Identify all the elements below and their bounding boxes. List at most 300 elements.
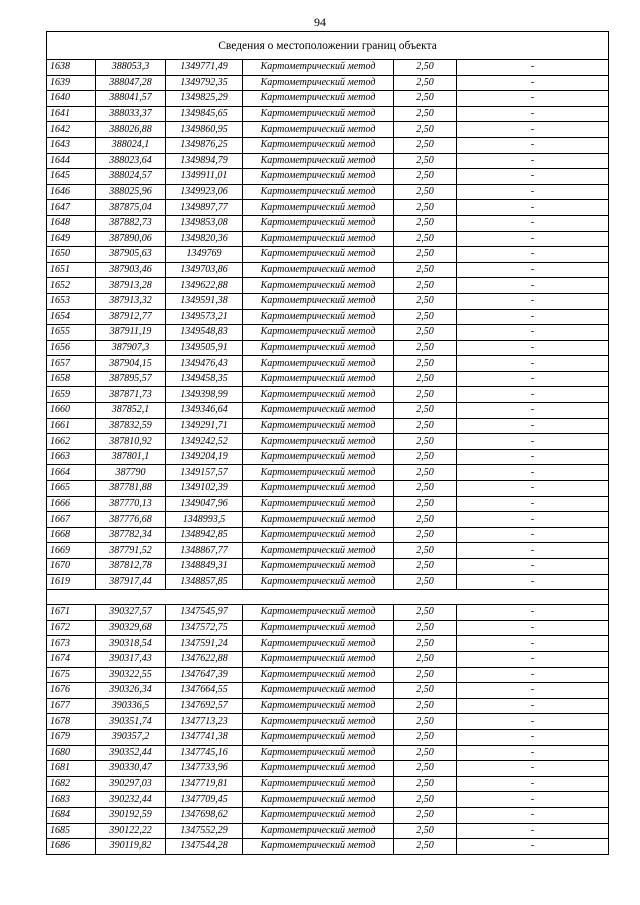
table-row (47, 169, 609, 185)
table-row (47, 60, 609, 76)
x-coordinate-cell: 388024,57 (96, 169, 166, 185)
method-cell: Картометрический метод (243, 465, 394, 481)
description-cell: - (457, 823, 609, 839)
description-cell: - (457, 761, 609, 777)
title-row (47, 32, 609, 60)
table-row (47, 184, 609, 200)
accuracy-cell: 2,50 (394, 262, 457, 278)
point-number-cell: 1644 (47, 153, 96, 169)
x-coordinate-cell: 387903,46 (96, 262, 166, 278)
description-cell: - (457, 620, 609, 636)
method-cell: Картометрический метод (243, 371, 394, 387)
x-coordinate-cell: 388025,96 (96, 184, 166, 200)
description-cell: - (457, 527, 609, 543)
x-coordinate-cell: 390192,59 (96, 807, 166, 823)
accuracy-cell: 2,50 (394, 667, 457, 683)
y-coordinate-cell: 1347664,55 (166, 683, 243, 699)
method-cell: Картометрический метод (243, 153, 394, 169)
table-row (47, 371, 609, 387)
table-row (47, 527, 609, 543)
point-number-cell: 1643 (47, 137, 96, 153)
accuracy-cell: 2,50 (394, 651, 457, 667)
description-cell: - (457, 512, 609, 528)
x-coordinate-cell: 387776,68 (96, 512, 166, 528)
y-coordinate-cell: 1347745,16 (166, 745, 243, 761)
accuracy-cell: 2,50 (394, 574, 457, 590)
point-number-cell: 1686 (47, 839, 96, 855)
x-coordinate-cell: 387890,06 (96, 231, 166, 247)
y-coordinate-cell: 1349573,21 (166, 309, 243, 325)
method-cell: Картометрический метод (243, 184, 394, 200)
y-coordinate-cell: 1349102,39 (166, 481, 243, 497)
y-coordinate-cell: 1349911,01 (166, 169, 243, 185)
y-coordinate-cell: 1349157,57 (166, 465, 243, 481)
description-cell: - (457, 293, 609, 309)
y-coordinate-cell: 1349591,38 (166, 293, 243, 309)
table-row (47, 122, 609, 138)
description-cell: - (457, 776, 609, 792)
accuracy-cell: 2,50 (394, 729, 457, 745)
description-cell: - (457, 262, 609, 278)
table-row (47, 714, 609, 730)
x-coordinate-cell: 388047,28 (96, 75, 166, 91)
table-row (47, 325, 609, 341)
accuracy-cell: 2,50 (394, 512, 457, 528)
point-number-cell: 1676 (47, 683, 96, 699)
table-row (47, 605, 609, 621)
accuracy-cell: 2,50 (394, 776, 457, 792)
table-row (47, 153, 609, 169)
x-coordinate-cell: 390119,82 (96, 839, 166, 855)
accuracy-cell: 2,50 (394, 465, 457, 481)
table-row (47, 761, 609, 777)
description-cell: - (457, 605, 609, 621)
description-cell: - (457, 309, 609, 325)
method-cell: Картометрический метод (243, 356, 394, 372)
method-cell: Картометрический метод (243, 543, 394, 559)
method-cell: Картометрический метод (243, 200, 394, 216)
accuracy-cell: 2,50 (394, 309, 457, 325)
description-cell: - (457, 559, 609, 575)
method-cell: Картометрический метод (243, 60, 394, 76)
method-cell: Картометрический метод (243, 449, 394, 465)
method-cell: Картометрический метод (243, 605, 394, 621)
description-cell: - (457, 729, 609, 745)
y-coordinate-cell: 1347544,28 (166, 839, 243, 855)
table-row (47, 293, 609, 309)
y-coordinate-cell: 1348867,77 (166, 543, 243, 559)
description-cell: - (457, 340, 609, 356)
method-cell: Картометрический метод (243, 807, 394, 823)
description-cell: - (457, 106, 609, 122)
point-number-cell: 1684 (47, 807, 96, 823)
x-coordinate-cell: 387882,73 (96, 215, 166, 231)
y-coordinate-cell: 1347741,38 (166, 729, 243, 745)
y-coordinate-cell: 1347545,97 (166, 605, 243, 621)
accuracy-cell: 2,50 (394, 356, 457, 372)
method-cell: Картометрический метод (243, 776, 394, 792)
x-coordinate-cell: 387871,73 (96, 387, 166, 403)
method-cell: Картометрический метод (243, 169, 394, 185)
method-cell: Картометрический метод (243, 91, 394, 107)
method-cell: Картометрический метод (243, 512, 394, 528)
y-coordinate-cell: 1347719,81 (166, 776, 243, 792)
x-coordinate-cell: 390326,34 (96, 683, 166, 699)
description-cell: - (457, 543, 609, 559)
method-cell: Картометрический метод (243, 620, 394, 636)
x-coordinate-cell: 387904,15 (96, 356, 166, 372)
y-coordinate-cell: 1349476,43 (166, 356, 243, 372)
point-number-cell: 1658 (47, 371, 96, 387)
x-coordinate-cell: 387791,52 (96, 543, 166, 559)
table-row (47, 792, 609, 808)
x-coordinate-cell: 388053,3 (96, 60, 166, 76)
x-coordinate-cell: 387905,63 (96, 247, 166, 263)
point-number-cell: 1639 (47, 75, 96, 91)
description-cell: - (457, 745, 609, 761)
x-coordinate-cell: 387875,04 (96, 200, 166, 216)
description-cell: - (457, 714, 609, 730)
y-coordinate-cell: 1349458,35 (166, 371, 243, 387)
x-coordinate-cell: 387912,77 (96, 309, 166, 325)
description-cell: - (457, 418, 609, 434)
accuracy-cell: 2,50 (394, 169, 457, 185)
point-number-cell: 1665 (47, 481, 96, 497)
x-coordinate-cell: 388023,64 (96, 153, 166, 169)
point-number-cell: 1673 (47, 636, 96, 652)
accuracy-cell: 2,50 (394, 215, 457, 231)
x-coordinate-cell: 387911,19 (96, 325, 166, 341)
accuracy-cell: 2,50 (394, 745, 457, 761)
y-coordinate-cell: 1347647,39 (166, 667, 243, 683)
description-cell: - (457, 184, 609, 200)
y-coordinate-cell: 1349771,49 (166, 60, 243, 76)
point-number-cell: 1678 (47, 714, 96, 730)
x-coordinate-cell: 390318,54 (96, 636, 166, 652)
y-coordinate-cell: 1349548,83 (166, 325, 243, 341)
table-row (47, 137, 609, 153)
method-cell: Картометрический метод (243, 559, 394, 575)
x-coordinate-cell: 388041,57 (96, 91, 166, 107)
method-cell: Картометрический метод (243, 434, 394, 450)
y-coordinate-cell: 1349047,96 (166, 496, 243, 512)
accuracy-cell: 2,50 (394, 792, 457, 808)
description-cell: - (457, 137, 609, 153)
method-cell: Картометрический метод (243, 481, 394, 497)
point-number-cell: 1685 (47, 823, 96, 839)
method-cell: Картометрический метод (243, 403, 394, 419)
y-coordinate-cell: 1349291,71 (166, 418, 243, 434)
table-row (47, 729, 609, 745)
table-row (47, 356, 609, 372)
accuracy-cell: 2,50 (394, 839, 457, 855)
table-row (47, 200, 609, 216)
accuracy-cell: 2,50 (394, 620, 457, 636)
table-row (47, 465, 609, 481)
method-cell: Картометрический метод (243, 137, 394, 153)
y-coordinate-cell: 1347591,24 (166, 636, 243, 652)
x-coordinate-cell: 390351,74 (96, 714, 166, 730)
x-coordinate-cell: 390317,43 (96, 651, 166, 667)
point-number-cell: 1680 (47, 745, 96, 761)
method-cell: Картометрический метод (243, 293, 394, 309)
point-number-cell: 1660 (47, 403, 96, 419)
point-number-cell: 1646 (47, 184, 96, 200)
table-row (47, 481, 609, 497)
accuracy-cell: 2,50 (394, 231, 457, 247)
accuracy-cell: 2,50 (394, 200, 457, 216)
y-coordinate-cell: 1349845,65 (166, 106, 243, 122)
description-cell: - (457, 651, 609, 667)
accuracy-cell: 2,50 (394, 636, 457, 652)
y-coordinate-cell: 1349923,06 (166, 184, 243, 200)
y-coordinate-cell: 1349204,19 (166, 449, 243, 465)
method-cell: Картометрический метод (243, 278, 394, 294)
x-coordinate-cell: 387832,59 (96, 418, 166, 434)
y-coordinate-cell: 1348857,85 (166, 574, 243, 590)
description-cell: - (457, 325, 609, 341)
point-number-cell: 1671 (47, 605, 96, 621)
method-cell: Картометрический метод (243, 667, 394, 683)
table-row (47, 823, 609, 839)
point-number-cell: 1669 (47, 543, 96, 559)
y-coordinate-cell: 1348849,31 (166, 559, 243, 575)
point-number-cell: 1655 (47, 325, 96, 341)
table-row (47, 574, 609, 590)
table-row (47, 807, 609, 823)
accuracy-cell: 2,50 (394, 75, 457, 91)
table-row (47, 387, 609, 403)
accuracy-cell: 2,50 (394, 60, 457, 76)
accuracy-cell: 2,50 (394, 184, 457, 200)
accuracy-cell: 2,50 (394, 449, 457, 465)
y-coordinate-cell: 1347622,88 (166, 651, 243, 667)
point-number-cell: 1664 (47, 465, 96, 481)
x-coordinate-cell: 387782,34 (96, 527, 166, 543)
accuracy-cell: 2,50 (394, 387, 457, 403)
description-cell: - (457, 481, 609, 497)
table-row (47, 231, 609, 247)
point-number-cell: 1677 (47, 698, 96, 714)
x-coordinate-cell: 388026,88 (96, 122, 166, 138)
description-cell: - (457, 496, 609, 512)
method-cell: Картометрический метод (243, 247, 394, 263)
x-coordinate-cell: 387913,32 (96, 293, 166, 309)
method-cell: Картометрический метод (243, 231, 394, 247)
point-number-cell: 1679 (47, 729, 96, 745)
accuracy-cell: 2,50 (394, 496, 457, 512)
description-cell: - (457, 247, 609, 263)
table-row (47, 559, 609, 575)
x-coordinate-cell: 390352,44 (96, 745, 166, 761)
method-cell: Картометрический метод (243, 745, 394, 761)
accuracy-cell: 2,50 (394, 247, 457, 263)
description-cell: - (457, 636, 609, 652)
accuracy-cell: 2,50 (394, 761, 457, 777)
x-coordinate-cell: 387852,1 (96, 403, 166, 419)
method-cell: Картометрический метод (243, 574, 394, 590)
table-row (47, 839, 609, 855)
x-coordinate-cell: 390122,22 (96, 823, 166, 839)
point-number-cell: 1662 (47, 434, 96, 450)
y-coordinate-cell: 1349876,25 (166, 137, 243, 153)
y-coordinate-cell: 1349769 (166, 247, 243, 263)
point-number-cell: 1657 (47, 356, 96, 372)
y-coordinate-cell: 1349792,35 (166, 75, 243, 91)
point-number-cell: 1647 (47, 200, 96, 216)
description-cell: - (457, 169, 609, 185)
y-coordinate-cell: 1347698,62 (166, 807, 243, 823)
table-row (47, 247, 609, 263)
description-cell: - (457, 465, 609, 481)
point-number-cell: 1653 (47, 293, 96, 309)
point-number-cell: 1681 (47, 761, 96, 777)
table-row (47, 75, 609, 91)
y-coordinate-cell: 1349825,29 (166, 91, 243, 107)
accuracy-cell: 2,50 (394, 371, 457, 387)
x-coordinate-cell: 390330,47 (96, 761, 166, 777)
method-cell: Картометрический метод (243, 418, 394, 434)
y-coordinate-cell: 1349346,64 (166, 403, 243, 419)
table-row (47, 278, 609, 294)
accuracy-cell: 2,50 (394, 434, 457, 450)
description-cell: - (457, 792, 609, 808)
accuracy-cell: 2,50 (394, 153, 457, 169)
accuracy-cell: 2,50 (394, 340, 457, 356)
y-coordinate-cell: 1347709,45 (166, 792, 243, 808)
point-number-cell: 1640 (47, 91, 96, 107)
accuracy-cell: 2,50 (394, 418, 457, 434)
x-coordinate-cell: 390232,44 (96, 792, 166, 808)
table-row (47, 434, 609, 450)
x-coordinate-cell: 390297,03 (96, 776, 166, 792)
point-number-cell: 1683 (47, 792, 96, 808)
x-coordinate-cell: 388033,37 (96, 106, 166, 122)
description-cell: - (457, 839, 609, 855)
table-row (47, 496, 609, 512)
method-cell: Картометрический метод (243, 683, 394, 699)
method-cell: Картометрический метод (243, 698, 394, 714)
x-coordinate-cell: 387907,3 (96, 340, 166, 356)
accuracy-cell: 2,50 (394, 403, 457, 419)
method-cell: Картометрический метод (243, 215, 394, 231)
point-number-cell: 1652 (47, 278, 96, 294)
page-number: 94 (314, 15, 326, 29)
group-separator-row (47, 590, 609, 605)
point-number-cell: 1661 (47, 418, 96, 434)
table-row (47, 698, 609, 714)
y-coordinate-cell: 1347713,23 (166, 714, 243, 730)
y-coordinate-cell: 1349897,77 (166, 200, 243, 216)
description-cell: - (457, 683, 609, 699)
point-number-cell: 1638 (47, 60, 96, 76)
x-coordinate-cell: 388024,1 (96, 137, 166, 153)
x-coordinate-cell: 387810,92 (96, 434, 166, 450)
y-coordinate-cell: 1349505,91 (166, 340, 243, 356)
method-cell: Картометрический метод (243, 325, 394, 341)
point-number-cell: 1649 (47, 231, 96, 247)
description-cell: - (457, 403, 609, 419)
method-cell: Картометрический метод (243, 761, 394, 777)
x-coordinate-cell: 390327,57 (96, 605, 166, 621)
x-coordinate-cell: 387801,1 (96, 449, 166, 465)
method-cell: Картометрический метод (243, 651, 394, 667)
y-coordinate-cell: 1349820,36 (166, 231, 243, 247)
description-cell: - (457, 122, 609, 138)
description-cell: - (457, 153, 609, 169)
y-coordinate-cell: 1347552,29 (166, 823, 243, 839)
accuracy-cell: 2,50 (394, 807, 457, 823)
table-row (47, 262, 609, 278)
method-cell: Картометрический метод (243, 823, 394, 839)
accuracy-cell: 2,50 (394, 823, 457, 839)
description-cell: - (457, 278, 609, 294)
table-row (47, 340, 609, 356)
method-cell: Картометрический метод (243, 340, 394, 356)
accuracy-cell: 2,50 (394, 543, 457, 559)
method-cell: Картометрический метод (243, 636, 394, 652)
table-row (47, 215, 609, 231)
x-coordinate-cell: 390336,5 (96, 698, 166, 714)
point-number-cell: 1650 (47, 247, 96, 263)
accuracy-cell: 2,50 (394, 325, 457, 341)
y-coordinate-cell: 1349853,08 (166, 215, 243, 231)
table-row (47, 636, 609, 652)
method-cell: Картометрический метод (243, 839, 394, 855)
accuracy-cell: 2,50 (394, 137, 457, 153)
table-row (47, 418, 609, 434)
accuracy-cell: 2,50 (394, 293, 457, 309)
table-title: Сведения о местоположении границ объекта (47, 32, 609, 60)
point-number-cell: 1667 (47, 512, 96, 528)
table-row (47, 683, 609, 699)
method-cell: Картометрический метод (243, 527, 394, 543)
description-cell: - (457, 75, 609, 91)
accuracy-cell: 2,50 (394, 527, 457, 543)
table-row (47, 745, 609, 761)
method-cell: Картометрический метод (243, 496, 394, 512)
description-cell: - (457, 200, 609, 216)
table-body (47, 32, 609, 855)
y-coordinate-cell: 1348942,85 (166, 527, 243, 543)
x-coordinate-cell: 390357,2 (96, 729, 166, 745)
table-row (47, 776, 609, 792)
point-number-cell: 1654 (47, 309, 96, 325)
coordinates-table (46, 31, 609, 855)
accuracy-cell: 2,50 (394, 91, 457, 107)
point-number-cell: 1675 (47, 667, 96, 683)
description-cell: - (457, 387, 609, 403)
accuracy-cell: 2,50 (394, 683, 457, 699)
point-number-cell: 1668 (47, 527, 96, 543)
method-cell: Картометрический метод (243, 122, 394, 138)
accuracy-cell: 2,50 (394, 122, 457, 138)
table-row (47, 106, 609, 122)
point-number-cell: 1651 (47, 262, 96, 278)
accuracy-cell: 2,50 (394, 106, 457, 122)
y-coordinate-cell: 1349242,52 (166, 434, 243, 450)
accuracy-cell: 2,50 (394, 698, 457, 714)
y-coordinate-cell: 1349894,79 (166, 153, 243, 169)
y-coordinate-cell: 1349398,99 (166, 387, 243, 403)
description-cell: - (457, 434, 609, 450)
point-number-cell: 1674 (47, 651, 96, 667)
x-coordinate-cell: 390329,68 (96, 620, 166, 636)
method-cell: Картометрический метод (243, 729, 394, 745)
y-coordinate-cell: 1347692,57 (166, 698, 243, 714)
method-cell: Картометрический метод (243, 262, 394, 278)
y-coordinate-cell: 1347572,75 (166, 620, 243, 636)
